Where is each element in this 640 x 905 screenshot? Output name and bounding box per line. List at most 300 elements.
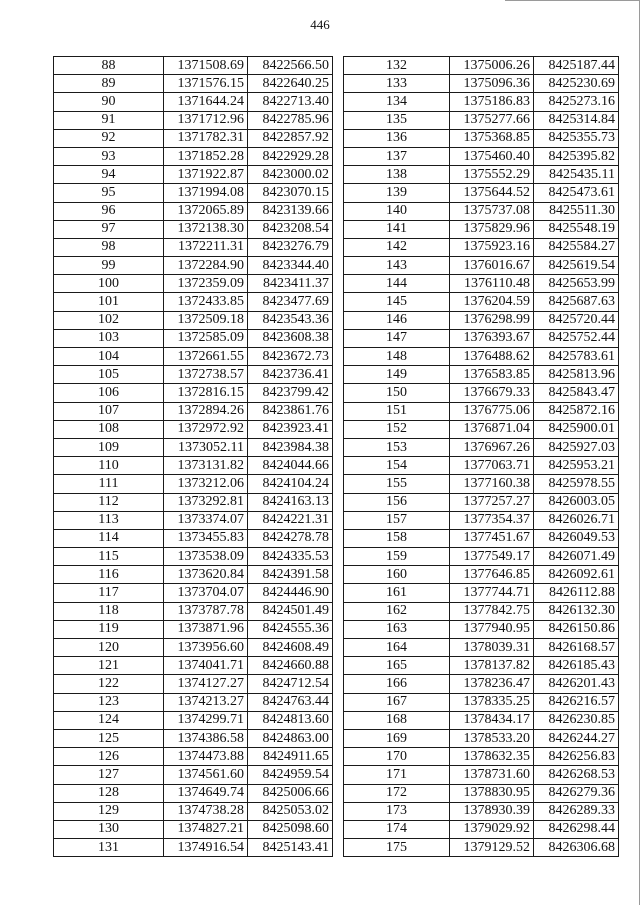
table-row — [54, 111, 333, 129]
y-coordinate-cell: 8426279.36 — [534, 784, 619, 802]
x-coordinate-cell: 1376871.04 — [450, 420, 534, 438]
x-coordinate-cell: 1374213.27 — [164, 693, 248, 711]
point-number-cell: 103 — [54, 329, 164, 347]
point-number-cell: 174 — [344, 820, 450, 838]
point-number-cell: 163 — [344, 620, 450, 638]
y-coordinate-cell: 8423736.41 — [248, 366, 333, 384]
y-coordinate-cell: 8425006.66 — [248, 784, 333, 802]
table-row — [54, 802, 333, 820]
point-number-cell: 150 — [344, 384, 450, 402]
y-coordinate-cell: 8425548.19 — [534, 220, 619, 238]
x-coordinate-cell: 1378731.60 — [450, 766, 534, 784]
table-row — [344, 475, 619, 493]
y-coordinate-cell: 8425872.16 — [534, 402, 619, 420]
table-row — [54, 529, 333, 547]
y-coordinate-cell: 8423477.69 — [248, 293, 333, 311]
table-row — [54, 657, 333, 675]
y-coordinate-cell: 8425900.01 — [534, 420, 619, 438]
y-coordinate-cell: 8426026.71 — [534, 511, 619, 529]
table-row — [54, 548, 333, 566]
coordinates-table-right — [343, 56, 619, 857]
y-coordinate-cell: 8426216.57 — [534, 693, 619, 711]
table-row — [344, 366, 619, 384]
point-number-cell: 97 — [54, 220, 164, 238]
point-number-cell: 170 — [344, 748, 450, 766]
x-coordinate-cell: 1372816.15 — [164, 384, 248, 402]
point-number-cell: 131 — [54, 839, 164, 857]
point-number-cell: 109 — [54, 438, 164, 456]
table-row — [344, 493, 619, 511]
table-row — [344, 111, 619, 129]
point-number-cell: 154 — [344, 457, 450, 475]
point-number-cell: 148 — [344, 348, 450, 366]
x-coordinate-cell: 1373871.96 — [164, 620, 248, 638]
y-coordinate-cell: 8423000.02 — [248, 166, 333, 184]
point-number-cell: 112 — [54, 493, 164, 511]
y-coordinate-cell: 8422566.50 — [248, 57, 333, 75]
y-coordinate-cell: 8425098.60 — [248, 820, 333, 838]
y-coordinate-cell: 8423923.41 — [248, 420, 333, 438]
point-number-cell: 137 — [344, 147, 450, 165]
point-number-cell: 93 — [54, 147, 164, 165]
x-coordinate-cell: 1376393.67 — [450, 329, 534, 347]
point-number-cell: 90 — [54, 93, 164, 111]
table-row — [344, 75, 619, 93]
point-number-cell: 125 — [54, 729, 164, 747]
table-row — [54, 438, 333, 456]
y-coordinate-cell: 8425843.47 — [534, 384, 619, 402]
table-row — [54, 766, 333, 784]
y-coordinate-cell: 8423799.42 — [248, 384, 333, 402]
y-coordinate-cell: 8425687.63 — [534, 293, 619, 311]
y-coordinate-cell: 8423208.54 — [248, 220, 333, 238]
y-coordinate-cell: 8426268.53 — [534, 766, 619, 784]
y-coordinate-cell: 8423543.36 — [248, 311, 333, 329]
point-number-cell: 135 — [344, 111, 450, 129]
table-row — [344, 748, 619, 766]
x-coordinate-cell: 1376775.06 — [450, 402, 534, 420]
x-coordinate-cell: 1377940.95 — [450, 620, 534, 638]
x-coordinate-cell: 1378930.39 — [450, 802, 534, 820]
point-number-cell: 101 — [54, 293, 164, 311]
point-number-cell: 126 — [54, 748, 164, 766]
y-coordinate-cell: 8424555.36 — [248, 620, 333, 638]
point-number-cell: 88 — [54, 57, 164, 75]
point-number-cell: 143 — [344, 257, 450, 275]
x-coordinate-cell: 1374041.71 — [164, 657, 248, 675]
y-coordinate-cell: 8424712.54 — [248, 675, 333, 693]
table-row — [54, 784, 333, 802]
point-number-cell: 100 — [54, 275, 164, 293]
y-coordinate-cell: 8425230.69 — [534, 75, 619, 93]
table-row — [54, 311, 333, 329]
point-number-cell: 133 — [344, 75, 450, 93]
x-coordinate-cell: 1372738.57 — [164, 366, 248, 384]
y-coordinate-cell: 8425752.44 — [534, 329, 619, 347]
y-coordinate-cell: 8426244.27 — [534, 729, 619, 747]
y-coordinate-cell: 8426185.43 — [534, 657, 619, 675]
y-coordinate-cell: 8425395.82 — [534, 147, 619, 165]
x-coordinate-cell: 1371782.31 — [164, 129, 248, 147]
x-coordinate-cell: 1373052.11 — [164, 438, 248, 456]
point-number-cell: 99 — [54, 257, 164, 275]
y-coordinate-cell: 8423411.37 — [248, 275, 333, 293]
point-number-cell: 130 — [54, 820, 164, 838]
y-coordinate-cell: 8422640.25 — [248, 75, 333, 93]
point-number-cell: 114 — [54, 529, 164, 547]
x-coordinate-cell: 1372433.85 — [164, 293, 248, 311]
table-row — [54, 820, 333, 838]
point-number-cell: 166 — [344, 675, 450, 693]
y-coordinate-cell: 8425978.55 — [534, 475, 619, 493]
y-coordinate-cell: 8423139.66 — [248, 202, 333, 220]
table-row — [344, 275, 619, 293]
y-coordinate-cell: 8424911.65 — [248, 748, 333, 766]
y-coordinate-cell: 8426168.57 — [534, 639, 619, 657]
table-row — [344, 711, 619, 729]
point-number-cell: 127 — [54, 766, 164, 784]
point-number-cell: 171 — [344, 766, 450, 784]
y-coordinate-cell: 8423070.15 — [248, 184, 333, 202]
table-row — [344, 675, 619, 693]
point-number-cell: 160 — [344, 566, 450, 584]
table-row — [344, 602, 619, 620]
table-row — [54, 366, 333, 384]
x-coordinate-cell: 1373787.78 — [164, 602, 248, 620]
point-number-cell: 141 — [344, 220, 450, 238]
x-coordinate-cell: 1378434.17 — [450, 711, 534, 729]
point-number-cell: 159 — [344, 548, 450, 566]
x-coordinate-cell: 1375460.40 — [450, 147, 534, 165]
y-coordinate-cell: 8425653.99 — [534, 275, 619, 293]
point-number-cell: 129 — [54, 802, 164, 820]
table-row — [344, 220, 619, 238]
table-row — [54, 348, 333, 366]
y-coordinate-cell: 8424763.44 — [248, 693, 333, 711]
x-coordinate-cell: 1374127.27 — [164, 675, 248, 693]
table-row — [54, 475, 333, 493]
table-row — [344, 384, 619, 402]
y-coordinate-cell: 8424335.53 — [248, 548, 333, 566]
table-row — [54, 129, 333, 147]
table-row — [344, 93, 619, 111]
y-coordinate-cell: 8422713.40 — [248, 93, 333, 111]
x-coordinate-cell: 1378137.82 — [450, 657, 534, 675]
x-coordinate-cell: 1371644.24 — [164, 93, 248, 111]
x-coordinate-cell: 1375644.52 — [450, 184, 534, 202]
x-coordinate-cell: 1373620.84 — [164, 566, 248, 584]
y-coordinate-cell: 8425927.03 — [534, 438, 619, 456]
table-row — [344, 329, 619, 347]
table-row — [54, 75, 333, 93]
y-coordinate-cell: 8422857.92 — [248, 129, 333, 147]
y-coordinate-cell: 8426132.30 — [534, 602, 619, 620]
point-number-cell: 108 — [54, 420, 164, 438]
table-row — [344, 802, 619, 820]
y-coordinate-cell: 8425355.73 — [534, 129, 619, 147]
point-number-cell: 175 — [344, 839, 450, 857]
x-coordinate-cell: 1377160.38 — [450, 475, 534, 493]
y-coordinate-cell: 8425584.27 — [534, 238, 619, 256]
point-number-cell: 149 — [344, 366, 450, 384]
table-row — [54, 620, 333, 638]
x-coordinate-cell: 1371576.15 — [164, 75, 248, 93]
point-number-cell: 98 — [54, 238, 164, 256]
point-number-cell: 134 — [344, 93, 450, 111]
x-coordinate-cell: 1375923.16 — [450, 238, 534, 256]
table-row — [54, 748, 333, 766]
y-coordinate-cell: 8424221.31 — [248, 511, 333, 529]
point-number-cell: 138 — [344, 166, 450, 184]
table-row — [54, 275, 333, 293]
y-coordinate-cell: 8426230.85 — [534, 711, 619, 729]
x-coordinate-cell: 1376583.85 — [450, 366, 534, 384]
table-row — [344, 166, 619, 184]
y-coordinate-cell: 8424863.00 — [248, 729, 333, 747]
x-coordinate-cell: 1372972.92 — [164, 420, 248, 438]
y-coordinate-cell: 8423608.38 — [248, 329, 333, 347]
point-number-cell: 102 — [54, 311, 164, 329]
table-row — [54, 184, 333, 202]
x-coordinate-cell: 1377451.67 — [450, 529, 534, 547]
x-coordinate-cell: 1371922.87 — [164, 166, 248, 184]
point-number-cell: 120 — [54, 639, 164, 657]
x-coordinate-cell: 1378039.31 — [450, 639, 534, 657]
point-number-cell: 104 — [54, 348, 164, 366]
table-row — [344, 438, 619, 456]
point-number-cell: 94 — [54, 166, 164, 184]
x-coordinate-cell: 1377354.37 — [450, 511, 534, 529]
x-coordinate-cell: 1372065.89 — [164, 202, 248, 220]
point-number-cell: 167 — [344, 693, 450, 711]
x-coordinate-cell: 1375552.29 — [450, 166, 534, 184]
table-row — [54, 457, 333, 475]
table-row — [54, 93, 333, 111]
y-coordinate-cell: 8423861.76 — [248, 402, 333, 420]
table-row — [54, 420, 333, 438]
x-coordinate-cell: 1375829.96 — [450, 220, 534, 238]
x-coordinate-cell: 1375368.85 — [450, 129, 534, 147]
point-number-cell: 116 — [54, 566, 164, 584]
table-row — [54, 675, 333, 693]
x-coordinate-cell: 1372509.18 — [164, 311, 248, 329]
x-coordinate-cell: 1376679.33 — [450, 384, 534, 402]
y-coordinate-cell: 8422785.96 — [248, 111, 333, 129]
x-coordinate-cell: 1377646.85 — [450, 566, 534, 584]
x-coordinate-cell: 1376204.59 — [450, 293, 534, 311]
x-coordinate-cell: 1373292.81 — [164, 493, 248, 511]
y-coordinate-cell: 8424959.54 — [248, 766, 333, 784]
table-row — [54, 639, 333, 657]
x-coordinate-cell: 1376488.62 — [450, 348, 534, 366]
point-number-cell: 105 — [54, 366, 164, 384]
point-number-cell: 119 — [54, 620, 164, 638]
y-coordinate-cell: 8426256.83 — [534, 748, 619, 766]
table-row — [344, 511, 619, 529]
point-number-cell: 157 — [344, 511, 450, 529]
point-number-cell: 165 — [344, 657, 450, 675]
table-row — [54, 329, 333, 347]
y-coordinate-cell: 8424044.66 — [248, 457, 333, 475]
x-coordinate-cell: 1374649.74 — [164, 784, 248, 802]
point-number-cell: 153 — [344, 438, 450, 456]
x-coordinate-cell: 1371712.96 — [164, 111, 248, 129]
table-row — [54, 839, 333, 857]
point-number-cell: 146 — [344, 311, 450, 329]
table-row — [344, 584, 619, 602]
y-coordinate-cell: 8424608.49 — [248, 639, 333, 657]
x-coordinate-cell: 1376298.99 — [450, 311, 534, 329]
y-coordinate-cell: 8425720.44 — [534, 311, 619, 329]
x-coordinate-cell: 1375006.26 — [450, 57, 534, 75]
point-number-cell: 140 — [344, 202, 450, 220]
y-coordinate-cell: 8426201.43 — [534, 675, 619, 693]
table-row — [344, 202, 619, 220]
point-number-cell: 118 — [54, 602, 164, 620]
y-coordinate-cell: 8425273.16 — [534, 93, 619, 111]
point-number-cell: 151 — [344, 402, 450, 420]
table-row — [344, 293, 619, 311]
y-coordinate-cell: 8424278.78 — [248, 529, 333, 547]
table-row — [344, 548, 619, 566]
x-coordinate-cell: 1375096.36 — [450, 75, 534, 93]
x-coordinate-cell: 1376967.26 — [450, 438, 534, 456]
y-coordinate-cell: 8426049.53 — [534, 529, 619, 547]
y-coordinate-cell: 8425143.41 — [248, 839, 333, 857]
coordinates-table-left — [53, 56, 333, 857]
point-number-cell: 156 — [344, 493, 450, 511]
x-coordinate-cell: 1378236.47 — [450, 675, 534, 693]
point-number-cell: 111 — [54, 475, 164, 493]
point-number-cell: 89 — [54, 75, 164, 93]
table-row — [54, 584, 333, 602]
table-row — [344, 238, 619, 256]
table-row — [54, 384, 333, 402]
point-number-cell: 155 — [344, 475, 450, 493]
point-number-cell: 95 — [54, 184, 164, 202]
y-coordinate-cell: 8426071.49 — [534, 548, 619, 566]
x-coordinate-cell: 1371852.28 — [164, 147, 248, 165]
x-coordinate-cell: 1377063.71 — [450, 457, 534, 475]
table-row — [344, 147, 619, 165]
y-coordinate-cell: 8425619.54 — [534, 257, 619, 275]
x-coordinate-cell: 1374827.21 — [164, 820, 248, 838]
table-row — [54, 238, 333, 256]
x-coordinate-cell: 1374561.60 — [164, 766, 248, 784]
x-coordinate-cell: 1376110.48 — [450, 275, 534, 293]
x-coordinate-cell: 1373374.07 — [164, 511, 248, 529]
x-coordinate-cell: 1374916.54 — [164, 839, 248, 857]
table-row — [54, 202, 333, 220]
point-number-cell: 115 — [54, 548, 164, 566]
y-coordinate-cell: 8423672.73 — [248, 348, 333, 366]
x-coordinate-cell: 1371994.08 — [164, 184, 248, 202]
y-coordinate-cell: 8426289.33 — [534, 802, 619, 820]
table-row — [54, 693, 333, 711]
table-row — [344, 657, 619, 675]
table-row — [54, 493, 333, 511]
table-row — [344, 620, 619, 638]
point-number-cell: 136 — [344, 129, 450, 147]
point-number-cell: 132 — [344, 57, 450, 75]
point-number-cell: 169 — [344, 729, 450, 747]
table-row — [54, 220, 333, 238]
table-row — [54, 147, 333, 165]
table-row — [344, 729, 619, 747]
x-coordinate-cell: 1373538.09 — [164, 548, 248, 566]
point-number-cell: 145 — [344, 293, 450, 311]
x-coordinate-cell: 1379029.92 — [450, 820, 534, 838]
table-row — [54, 166, 333, 184]
y-coordinate-cell: 8426298.44 — [534, 820, 619, 838]
y-coordinate-cell: 8425053.02 — [248, 802, 333, 820]
y-coordinate-cell: 8426092.61 — [534, 566, 619, 584]
x-coordinate-cell: 1375186.83 — [450, 93, 534, 111]
y-coordinate-cell: 8424446.90 — [248, 584, 333, 602]
table-row — [344, 693, 619, 711]
point-number-cell: 113 — [54, 511, 164, 529]
table-row — [344, 529, 619, 547]
x-coordinate-cell: 1372585.09 — [164, 329, 248, 347]
table-row — [344, 839, 619, 857]
point-number-cell: 124 — [54, 711, 164, 729]
x-coordinate-cell: 1372661.55 — [164, 348, 248, 366]
y-coordinate-cell: 8425783.61 — [534, 348, 619, 366]
y-coordinate-cell: 8426112.88 — [534, 584, 619, 602]
x-coordinate-cell: 1377257.27 — [450, 493, 534, 511]
y-coordinate-cell: 8425813.96 — [534, 366, 619, 384]
y-coordinate-cell: 8426306.68 — [534, 839, 619, 857]
table-row — [54, 511, 333, 529]
point-number-cell: 121 — [54, 657, 164, 675]
x-coordinate-cell: 1374299.71 — [164, 711, 248, 729]
point-number-cell: 106 — [54, 384, 164, 402]
x-coordinate-cell: 1372359.09 — [164, 275, 248, 293]
page-number: 446 — [310, 17, 330, 32]
y-coordinate-cell: 8425314.84 — [534, 111, 619, 129]
x-coordinate-cell: 1373131.82 — [164, 457, 248, 475]
table-row — [54, 602, 333, 620]
y-coordinate-cell: 8424391.58 — [248, 566, 333, 584]
x-coordinate-cell: 1375277.66 — [450, 111, 534, 129]
point-number-cell: 96 — [54, 202, 164, 220]
y-coordinate-cell: 8425511.30 — [534, 202, 619, 220]
table-row — [54, 257, 333, 275]
y-coordinate-cell: 8425187.44 — [534, 57, 619, 75]
y-coordinate-cell: 8425435.11 — [534, 166, 619, 184]
y-coordinate-cell: 8425473.61 — [534, 184, 619, 202]
x-coordinate-cell: 1377744.71 — [450, 584, 534, 602]
y-coordinate-cell: 8426003.05 — [534, 493, 619, 511]
y-coordinate-cell: 8422929.28 — [248, 147, 333, 165]
x-coordinate-cell: 1374473.88 — [164, 748, 248, 766]
x-coordinate-cell: 1377549.17 — [450, 548, 534, 566]
x-coordinate-cell: 1373212.06 — [164, 475, 248, 493]
x-coordinate-cell: 1372138.30 — [164, 220, 248, 238]
table-row — [344, 457, 619, 475]
point-number-cell: 142 — [344, 238, 450, 256]
x-coordinate-cell: 1372894.26 — [164, 402, 248, 420]
x-coordinate-cell: 1375737.08 — [450, 202, 534, 220]
point-number-cell: 162 — [344, 602, 450, 620]
y-coordinate-cell: 8424813.60 — [248, 711, 333, 729]
y-coordinate-cell: 8425953.21 — [534, 457, 619, 475]
x-coordinate-cell: 1378830.95 — [450, 784, 534, 802]
y-coordinate-cell: 8424163.13 — [248, 493, 333, 511]
point-number-cell: 122 — [54, 675, 164, 693]
table-row — [344, 639, 619, 657]
point-number-cell: 147 — [344, 329, 450, 347]
